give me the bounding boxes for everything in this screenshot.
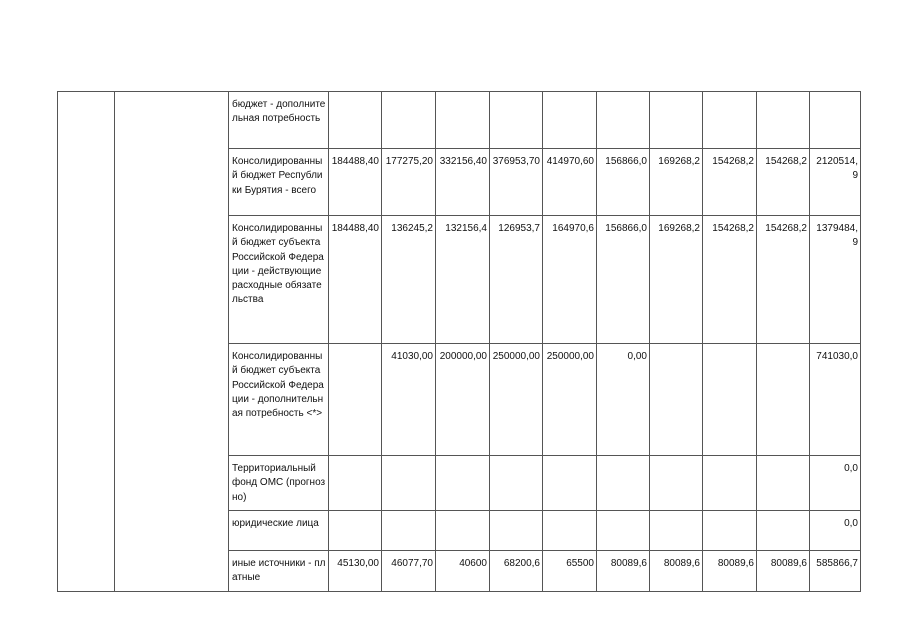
value-cell: 154268,2	[757, 216, 810, 344]
value-cell	[650, 511, 703, 551]
value-cell: 65500	[543, 551, 597, 592]
value-cell: 156866,0	[597, 149, 650, 216]
value-cell	[436, 511, 490, 551]
value-cell: 80089,6	[703, 551, 757, 592]
total-cell: 585866,7	[810, 551, 861, 592]
value-cell: 184488,40	[329, 149, 382, 216]
value-cell	[757, 456, 810, 511]
row-label: Консолидированный бюджет субъекта Российской Федерации - действующие расходные обязательства	[229, 216, 329, 344]
value-cell: 126953,7	[490, 216, 543, 344]
value-cell	[703, 456, 757, 511]
value-cell	[329, 456, 382, 511]
value-cell	[597, 456, 650, 511]
row-label: иные источники - платные	[229, 551, 329, 592]
value-cell	[597, 92, 650, 149]
value-cell	[703, 511, 757, 551]
value-cell: 45130,00	[329, 551, 382, 592]
value-cell: 250000,00	[543, 344, 597, 456]
row-label: Консолидированный бюджет субъекта Российской Федерации - дополнительная потребность <*>	[229, 344, 329, 456]
value-cell: 154268,2	[703, 149, 757, 216]
value-cell: 40600	[436, 551, 490, 592]
value-cell: 376953,70	[490, 149, 543, 216]
value-cell	[543, 456, 597, 511]
value-cell: 169268,2	[650, 149, 703, 216]
value-cell	[436, 456, 490, 511]
value-cell	[543, 92, 597, 149]
value-cell: 136245,2	[382, 216, 436, 344]
value-cell	[382, 92, 436, 149]
value-cell	[382, 511, 436, 551]
value-cell	[650, 92, 703, 149]
value-cell: 169268,2	[650, 216, 703, 344]
value-cell	[329, 92, 382, 149]
value-cell: 332156,40	[436, 149, 490, 216]
value-cell	[329, 344, 382, 456]
total-cell: 1379484,9	[810, 216, 861, 344]
row-label: Консолидированный бюджет Республики Бурятия - всего	[229, 149, 329, 216]
total-cell	[810, 92, 861, 149]
value-cell	[650, 344, 703, 456]
value-cell: 80089,6	[597, 551, 650, 592]
value-cell: 68200,6	[490, 551, 543, 592]
value-cell	[382, 456, 436, 511]
row-label: юридические лица	[229, 511, 329, 551]
value-cell: 132156,4	[436, 216, 490, 344]
value-cell	[436, 92, 490, 149]
value-cell: 80089,6	[650, 551, 703, 592]
total-cell: 741030,0	[810, 344, 861, 456]
value-cell: 41030,00	[382, 344, 436, 456]
table-row	[58, 92, 861, 149]
value-cell: 164970,6	[543, 216, 597, 344]
value-cell: 250000,00	[490, 344, 543, 456]
value-cell: 154268,2	[757, 149, 810, 216]
total-cell: 0,0	[810, 511, 861, 551]
value-cell	[490, 456, 543, 511]
value-cell	[650, 456, 703, 511]
row-label: Территориальный фонд ОМС (прогнозно)	[229, 456, 329, 511]
budget-table	[57, 91, 861, 592]
value-cell	[597, 511, 650, 551]
total-cell: 2120514,9	[810, 149, 861, 216]
value-cell	[757, 92, 810, 149]
value-cell	[757, 344, 810, 456]
row-label: бюджет - дополнительная потребность	[229, 92, 329, 149]
merged-cell-2	[115, 92, 229, 592]
value-cell: 0,00	[597, 344, 650, 456]
merged-cell-1	[58, 92, 115, 592]
value-cell	[543, 511, 597, 551]
value-cell	[703, 92, 757, 149]
value-cell	[329, 511, 382, 551]
value-cell: 414970,60	[543, 149, 597, 216]
value-cell	[757, 511, 810, 551]
value-cell	[703, 344, 757, 456]
total-cell: 0,0	[810, 456, 861, 511]
value-cell: 200000,00	[436, 344, 490, 456]
value-cell: 156866,0	[597, 216, 650, 344]
value-cell: 46077,70	[382, 551, 436, 592]
value-cell: 154268,2	[703, 216, 757, 344]
value-cell: 184488,40	[329, 216, 382, 344]
value-cell: 177275,20	[382, 149, 436, 216]
value-cell	[490, 92, 543, 149]
value-cell: 80089,6	[757, 551, 810, 592]
value-cell	[490, 511, 543, 551]
